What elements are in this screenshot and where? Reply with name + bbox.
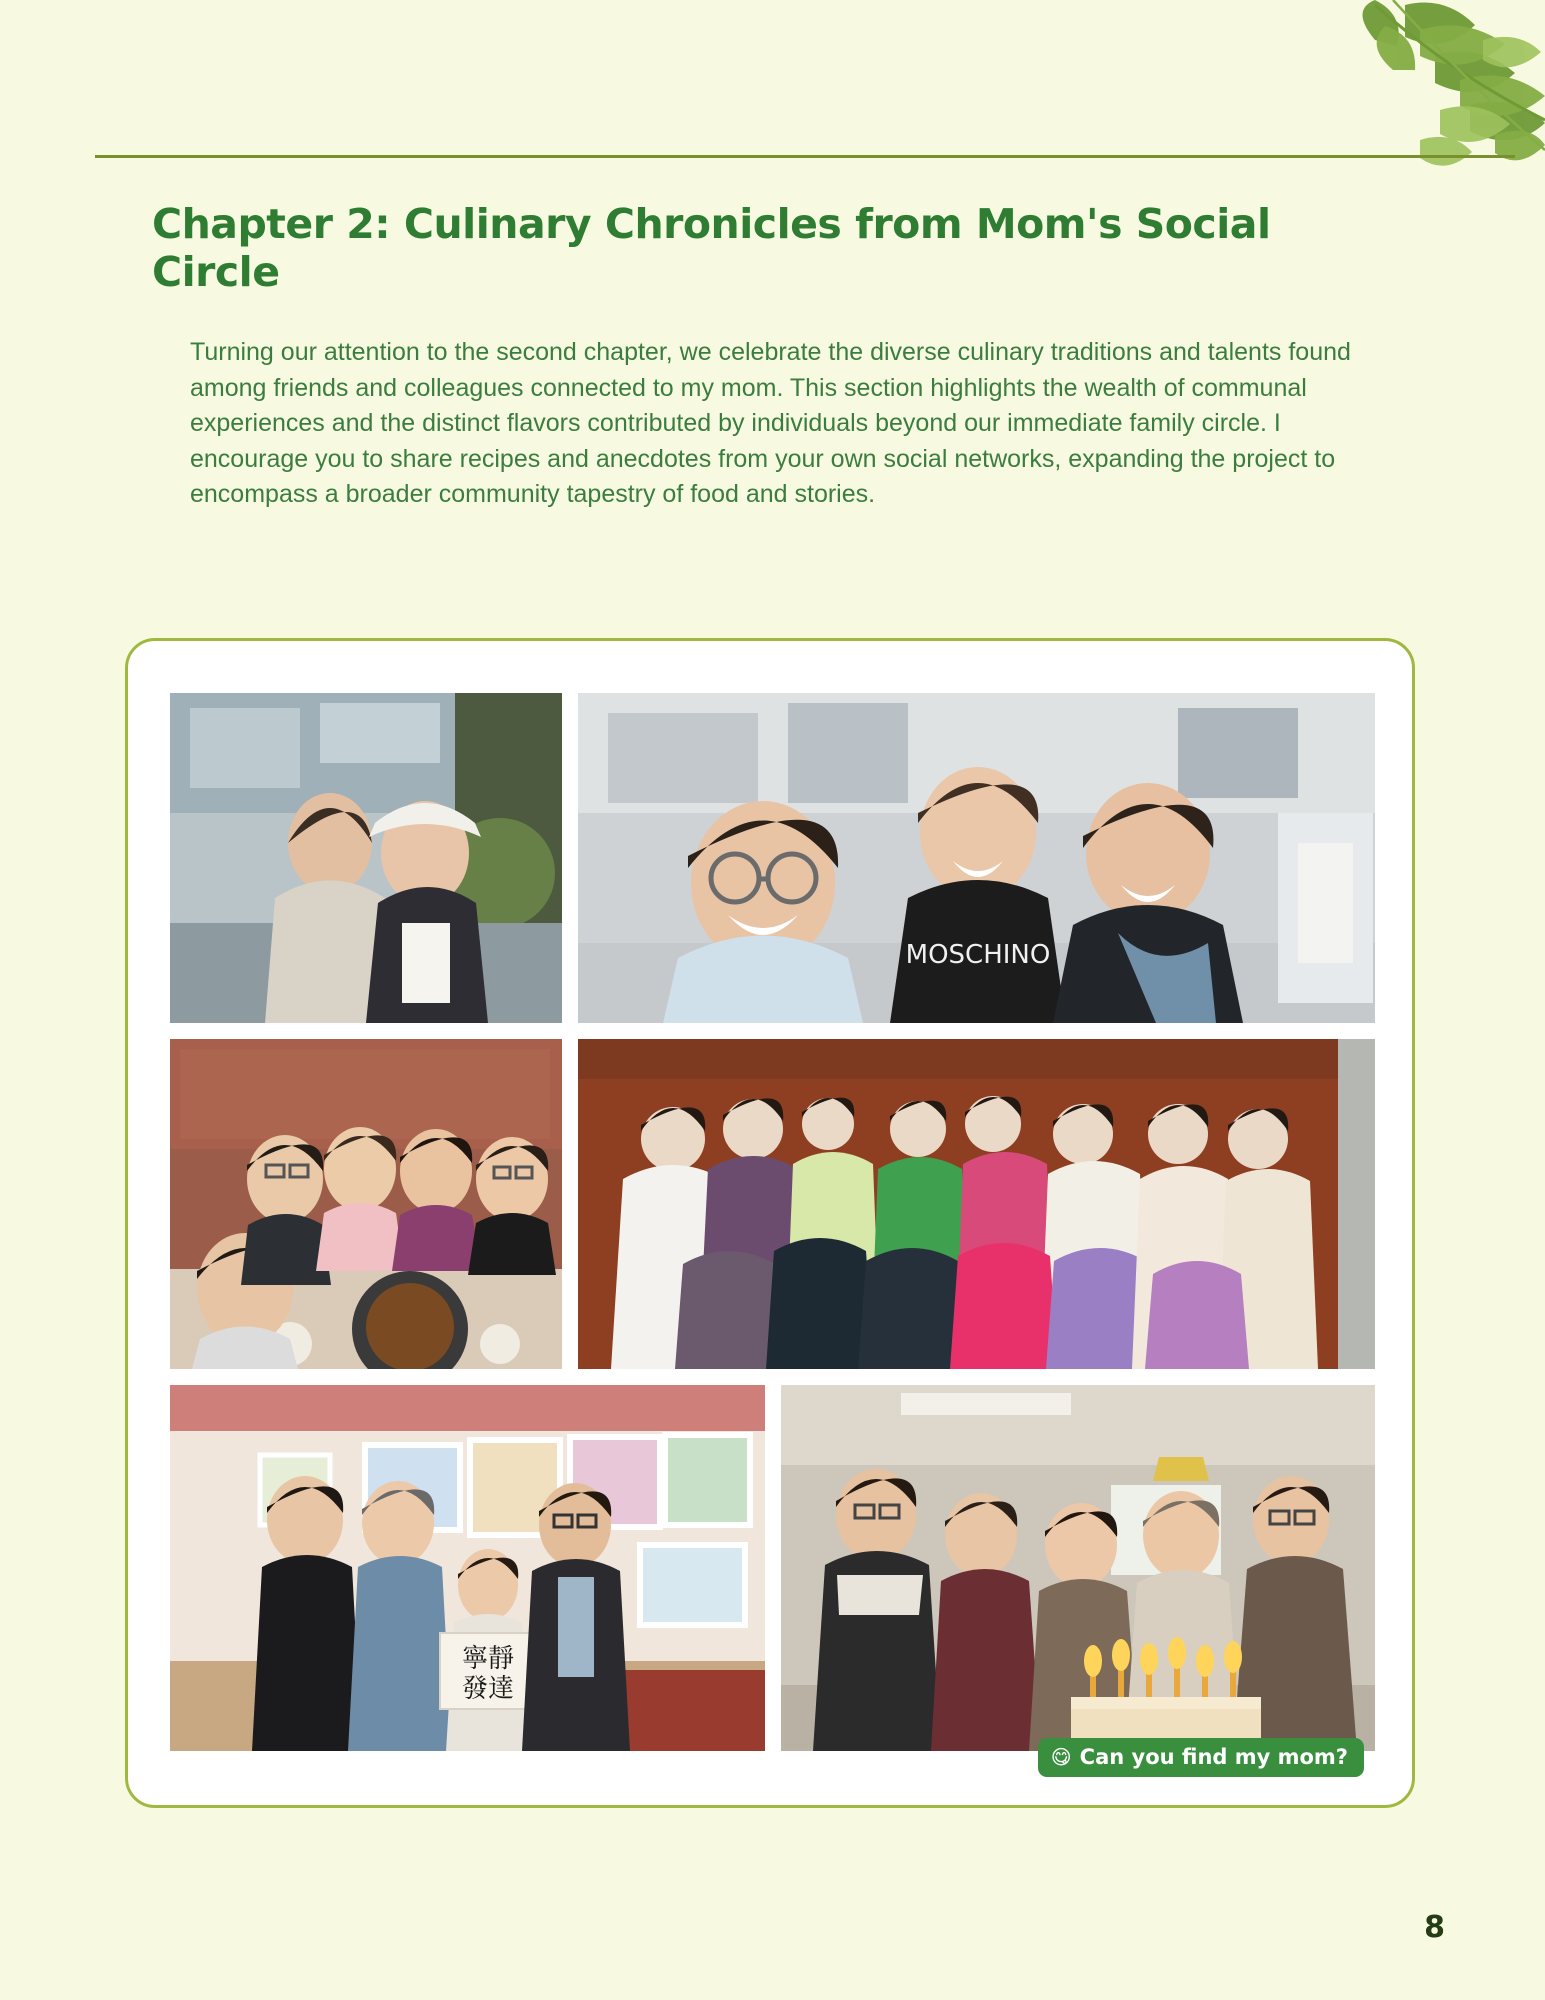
chapter-intro-paragraph: Turning our attention to the second chapter, we celebrate the diverse culinary traditions and talents found among friends and colleagues connected to my mom. This section highlights the wealth of communal experiences and the distinct flavors contributed by individuals beyond our immediate family circle. I encourage you to share recipes and anecdotes from your own social networks, expanding the project to encompass a broader community tapestry of food and stories. [190,338,1351,508]
gallery-photo-4[interactable] [578,1039,1375,1369]
page-number: 8 [1424,1910,1445,1945]
find-my-mom-caption[interactable] [1038,1738,1364,1777]
gallery-photo-3[interactable] [170,1039,562,1369]
photo-gallery-card [125,638,1415,1808]
tongue-face-icon: 😋 [1050,1745,1072,1769]
gallery-photo-1[interactable] [170,693,562,1023]
svg-text:寧靜: 寧靜 [461,1644,515,1674]
svg-text:MOSCHINO: MOSCHINO [905,940,1051,970]
svg-text:發達: 發達 [461,1674,515,1704]
gallery-photo-6[interactable] [781,1385,1375,1751]
gallery-photo-5[interactable] [170,1385,765,1751]
leaf-decoration [1075,0,1545,200]
page-title: Chapter 2: Culinary Chronicles from Mom's Social Circle [152,200,1271,297]
photo-grid [170,693,1375,1751]
header-divider [95,155,1515,158]
caption-label: Can you find my mom? [1079,1745,1348,1769]
gallery-photo-2[interactable] [578,693,1375,1023]
